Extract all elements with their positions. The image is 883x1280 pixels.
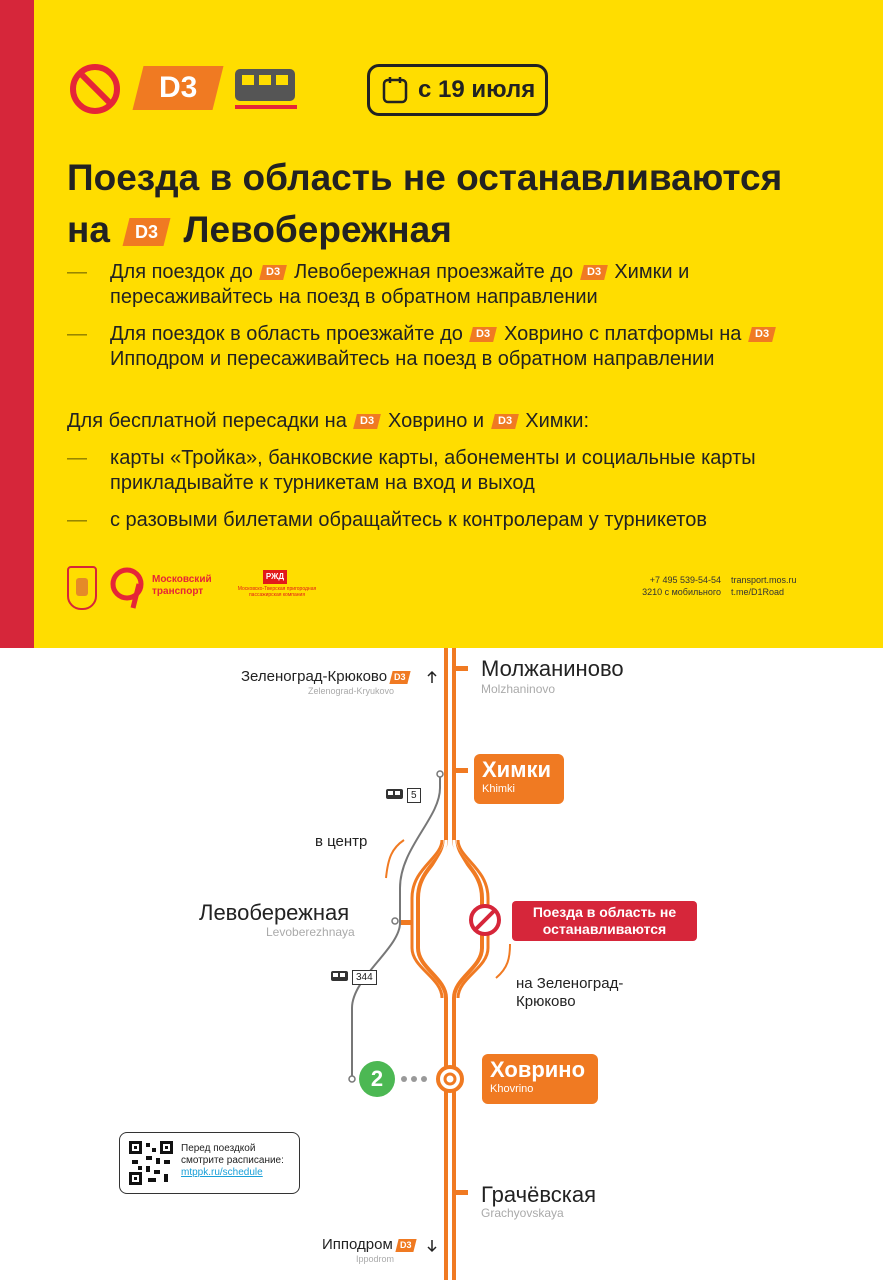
schedule-qr-box: [119, 1132, 300, 1194]
terminal-south-label: Ипподром D3: [322, 1236, 414, 1253]
line-badge: D3: [123, 218, 171, 246]
to-center-label: в центр: [315, 833, 368, 850]
headline: [67, 152, 847, 256]
calendar-icon: [382, 76, 408, 104]
line-badge: D3: [390, 671, 411, 684]
date-badge: [367, 64, 548, 116]
rzd-logo: РЖД: [263, 570, 287, 584]
bus-icon: [385, 788, 405, 802]
moscow-transport-name: Московский транспорт: [152, 574, 212, 597]
no-stop-icon: [70, 64, 120, 114]
line-badge: D3: [491, 414, 519, 429]
station-molzhaninovo-en: Molzhaninovo: [481, 682, 556, 696]
headline-line1: Поезда в область не останавливаются: [67, 157, 783, 198]
line-badge: D3: [260, 265, 288, 280]
qr-text: Перед поездкой смотрите расписание:: [181, 1143, 284, 1166]
line-badge: D3: [748, 327, 776, 342]
station-grachevskaya: Грачёвская: [481, 1182, 597, 1207]
warning-box: Поезда в область не останавливаются: [512, 901, 697, 941]
terminal-north-label: Зеленоград-Крюково D3: [241, 668, 409, 685]
moscow-coat-of-arms-icon: [67, 566, 97, 610]
bus-route-344: 344: [352, 970, 377, 985]
train-icon: [234, 67, 298, 111]
no-stop-icon: [468, 903, 502, 937]
line-badge: D3: [133, 66, 224, 110]
red-stripe: [0, 0, 34, 648]
schedule-link[interactable]: mtppk.ru/schedule: [181, 1167, 263, 1178]
list-item: — Для поездок в область проезжайте до D3 Ховрино с платформы на D3 Ипподром и пересаживайтесь на поезд в обратном направлении: [67, 322, 827, 372]
transfer-list: [67, 446, 827, 545]
bus-icon: [330, 970, 350, 984]
list-item: — с разовыми билетами обращайтесь к контролерам у турникетов: [67, 508, 827, 533]
station-grachevskaya-en: Grachyovskaya: [481, 1206, 564, 1220]
moscow-transport-logo-icon: [109, 566, 149, 610]
headline-line2: на D3 Левобережная: [67, 209, 452, 250]
qr-code-icon[interactable]: [128, 1140, 174, 1186]
line-badge: D3: [470, 327, 498, 342]
bus-route-5: 5: [407, 788, 421, 803]
line-badge: D3: [354, 414, 382, 429]
list-item: — карты «Тройка», банковские карты, абонементы и социальные карты прикладывайте к турникетам на вход и выход: [67, 446, 827, 496]
mcd2-badge: 2: [359, 1061, 395, 1097]
line-map: [0, 648, 883, 1280]
station-levoberezhnaya-en: Levoberezhnaya: [266, 925, 355, 939]
terminal-north-en: Zelenograd-Kryukovo: [308, 686, 395, 696]
terminal-south-en: Ippodrom: [356, 1254, 395, 1264]
list-item: — Для поездок до D3 Левобережная проезжайте до D3 Химки и пересаживайтесь на поезд в обратном направлении: [67, 260, 827, 310]
line-badge: D3: [580, 265, 608, 280]
to-zelenograd-label: на Зеленоград-Крюково: [516, 975, 624, 1010]
station-levoberezhnaya: Левобережная: [199, 900, 350, 925]
line-badge: D3: [395, 1239, 416, 1252]
footer-logos: [67, 566, 827, 616]
transfer-intro: Для бесплатной пересадки на D3 Ховрино и D3 Химки:: [67, 410, 590, 432]
contact-phone: +7 495 539-54-54 3210 с мобильного: [642, 575, 721, 597]
contact-links: transport.mos.ru t.me/D1Road: [731, 575, 797, 597]
station-khovrino: Ховрино Khovrino: [482, 1054, 598, 1104]
station-khimki: Химки Khimki: [474, 754, 564, 804]
rzd-name: Московско-Тверская пригородная пассажирская компания: [237, 586, 317, 598]
instructions-list: [67, 260, 827, 384]
date-text: с 19 июля: [418, 76, 536, 103]
station-molzhaninovo: Молжаниново: [481, 656, 624, 681]
